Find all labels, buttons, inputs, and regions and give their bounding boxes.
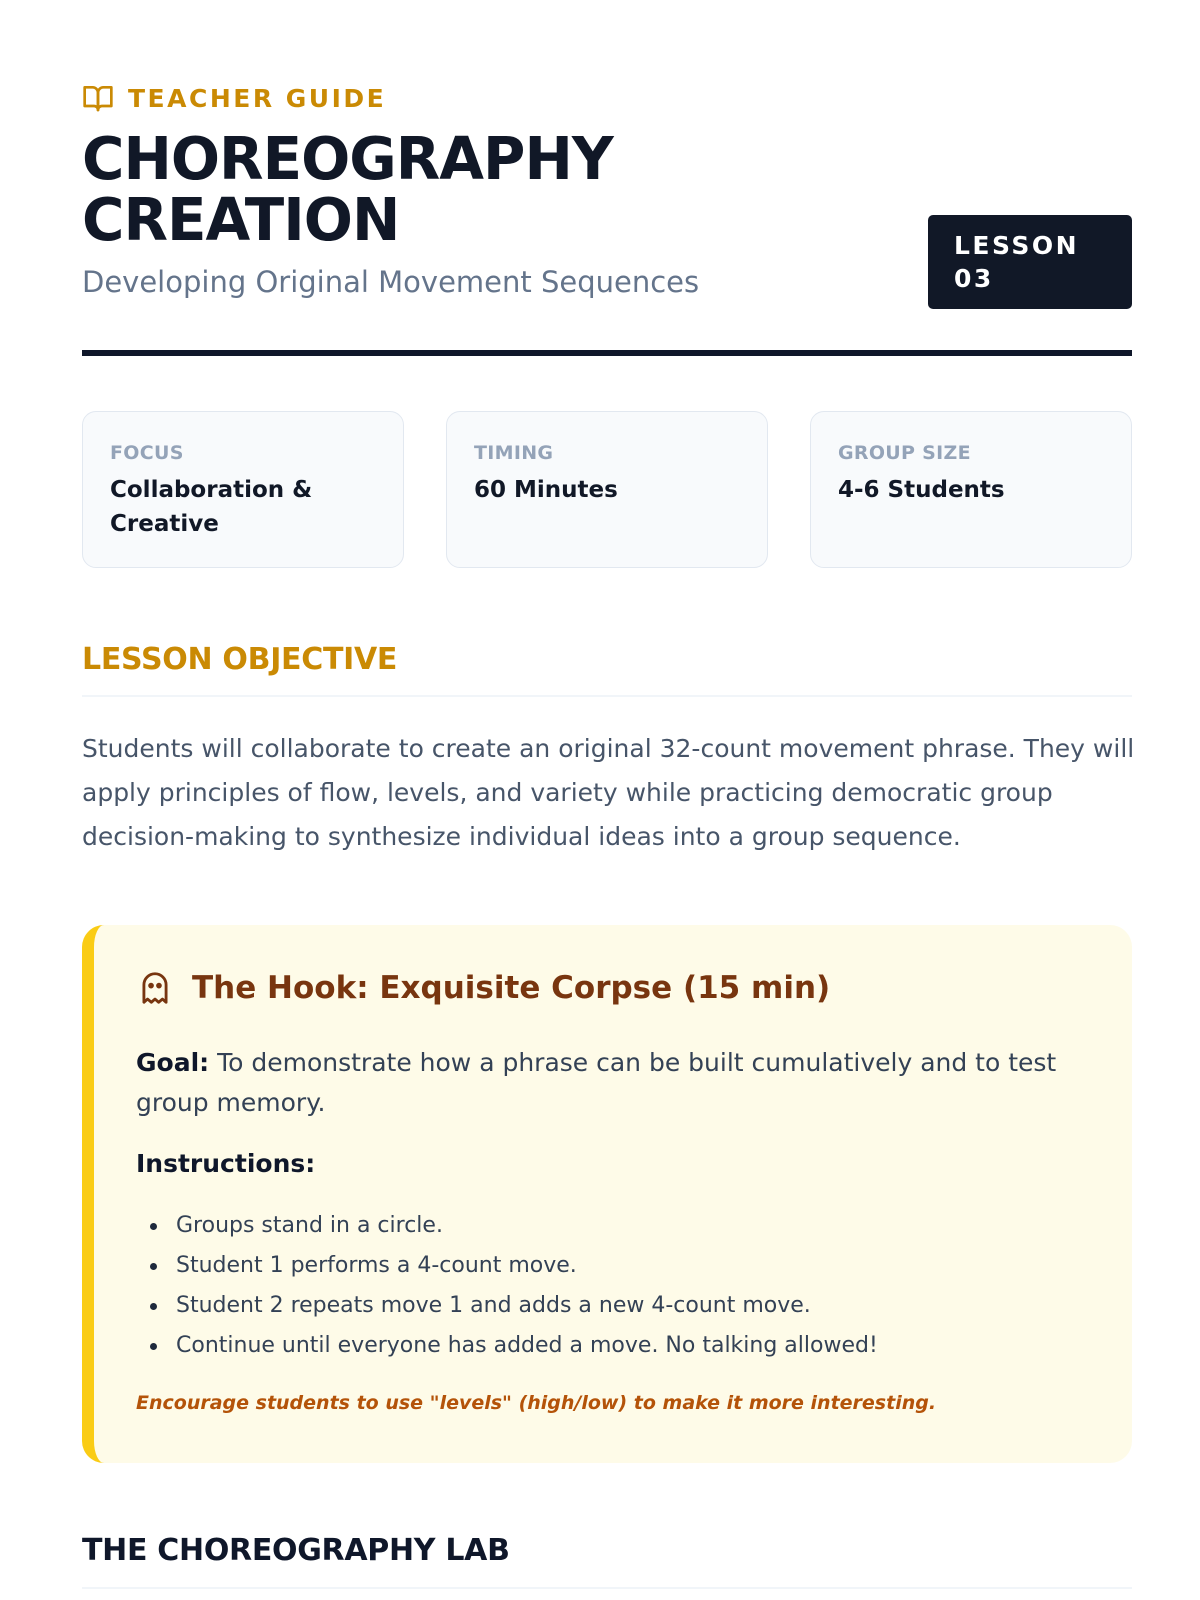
card-label: TIMING [474, 442, 554, 464]
lesson-badge-number: 03 [954, 264, 994, 293]
page-subtitle: Developing Original Movement Sequences [82, 265, 700, 299]
card-value: 60 Minutes [474, 477, 618, 503]
objective-text: Students will collaborate to create an original 32-count movement phrase. They will apply principles of flow, levels, and variety while practicing democratic group decision-making to synthesize individual ideas into a group sequence. [82, 734, 1135, 851]
list-item: Groups stand in a circle. [136, 1206, 1090, 1246]
info-cards [82, 411, 1132, 568]
eyebrow-label: TEACHER GUIDE [128, 83, 387, 113]
page-title [82, 124, 886, 254]
objective-heading: LESSON OBJECTIVE [82, 642, 398, 677]
title-line-2: CREATION [82, 185, 400, 254]
card-label: GROUP SIZE [838, 442, 971, 464]
objective-divider [82, 695, 1132, 697]
header-divider [82, 350, 1132, 356]
list-item: Student 1 performs a 4-count move. [136, 1246, 1090, 1286]
lesson-badge-label: LESSON [954, 231, 1080, 260]
ghost-icon [136, 969, 174, 1007]
info-card-group-size [810, 411, 1132, 568]
eyebrow [82, 82, 386, 114]
goal-label: Goal: [136, 1048, 210, 1077]
title-line-1: CHOREOGRAPHY [82, 124, 613, 193]
hook-callout [82, 925, 1132, 1463]
card-value: 4-6 Students [838, 477, 1005, 503]
hook-goal [136, 1043, 1090, 1123]
hook-title: The Hook: Exquisite Corpse (15 min) [192, 970, 831, 1006]
info-card-focus [82, 411, 404, 568]
hook-header [136, 969, 1090, 1007]
card-value [110, 473, 376, 541]
list-item: Continue until everyone has added a move. No talking allowed! [136, 1326, 1090, 1366]
instructions-list [136, 1206, 1090, 1366]
list-item: Student 2 repeats move 1 and adds a new 4-count move. [136, 1286, 1090, 1326]
goal-text: To demonstrate how a phrase can be built cumulatively and to test group memory. [136, 1048, 1057, 1117]
book-open-icon [82, 82, 114, 114]
card-value-line: Creative [110, 511, 219, 537]
lesson-badge [928, 215, 1132, 309]
teacher-tip: Encourage students to use "levels" (high/low) to make it more interesting. [136, 1392, 937, 1414]
card-label: FOCUS [110, 442, 184, 464]
instructions-heading: Instructions: [136, 1149, 316, 1178]
info-card-timing [446, 411, 768, 568]
lab-heading: THE CHOREOGRAPHY LAB [82, 1533, 510, 1568]
card-value-line: Collaboration & [110, 477, 313, 503]
lab-divider [82, 1587, 1132, 1589]
